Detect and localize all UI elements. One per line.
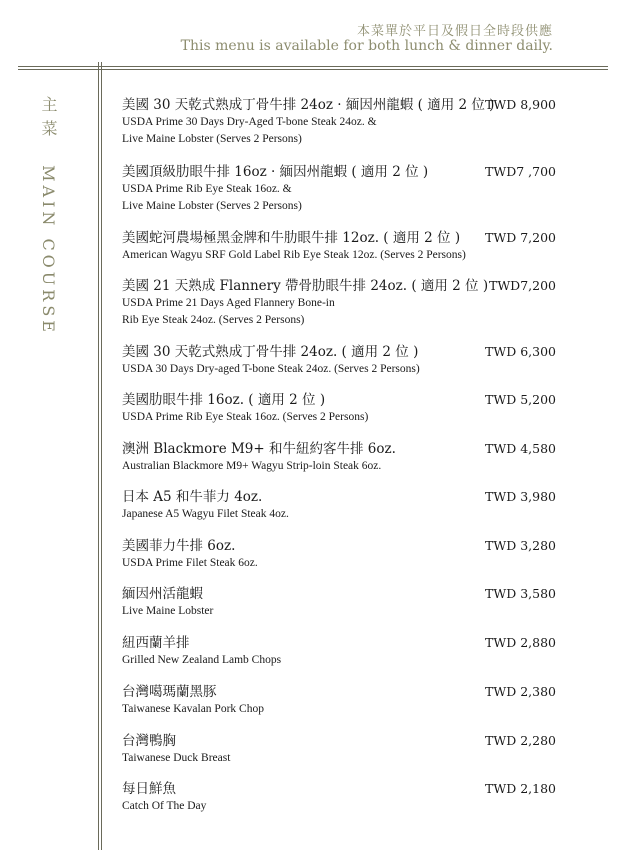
- column-divider-inner: [101, 62, 102, 850]
- item-name-zh: 美國 30 天乾式熟成丁骨牛排 24oz. ( 適用 2 位 ): [122, 344, 419, 360]
- menu-item: [122, 277, 556, 329]
- item-name-zh: 美國蛇河農場極黑金牌和牛肋眼牛排 12oz. ( 適用 2 位 ): [122, 230, 461, 246]
- menu-item: [122, 440, 556, 475]
- item-name-zh: 美國 30 天乾式熟成丁骨牛排 24oz · 緬因州龍蝦 ( 適用 2 位 ): [122, 97, 495, 113]
- item-name-zh: 緬因州活龍蝦: [122, 586, 203, 602]
- item-price: TWD 6,300: [485, 344, 556, 359]
- item-name-en: Australian Blackmore M9+ Wagyu Strip-loin Steak 6oz.: [122, 460, 382, 472]
- availability-note-zh: 本菜單於平日及假日全時段供應: [356, 24, 553, 39]
- menu-item: [122, 585, 556, 620]
- item-name-zh: 紐西蘭羊排: [122, 635, 190, 651]
- section-title: [37, 96, 60, 336]
- item-price: TWD 2,280: [485, 733, 556, 748]
- item-name-en: American Wagyu SRF Gold Label Rib Eye Steak 12oz. (Serves 2 Persons): [122, 249, 466, 261]
- item-name-zh: 美國 21 天熟成 Flannery 帶骨肋眼牛排 24oz. ( 適用 2 位 ): [122, 278, 489, 294]
- item-name-zh: 日本 A5 和牛菲力 4oz.: [122, 489, 263, 505]
- item-price: TWD 2,380: [485, 684, 556, 699]
- item-name-en: USDA Prime Filet Steak 6oz.: [122, 557, 258, 569]
- section-title-en: MAIN COURSE: [39, 165, 58, 336]
- top-divider-inner: [18, 69, 608, 70]
- item-name-en: Grilled New Zealand Lamb Chops: [122, 654, 282, 666]
- item-price: TWD 8,900: [485, 97, 556, 112]
- item-name-zh: 每日鮮魚: [122, 781, 176, 797]
- item-name-en: Japanese A5 Wagyu Filet Steak 4oz.: [122, 508, 289, 520]
- item-name-en: USDA Prime Rib Eye Steak 16oz. (Serves 2 Persons): [122, 411, 369, 423]
- column-divider: [98, 62, 99, 850]
- menu-item: [122, 229, 556, 264]
- item-name-en: Catch Of The Day: [122, 800, 207, 812]
- item-name-zh: 澳洲 Blackmore M9+ 和牛紐約客牛排 6oz.: [122, 441, 396, 457]
- menu-item: [122, 343, 556, 378]
- menu-item: [122, 634, 556, 669]
- item-price: TWD 3,980: [485, 489, 556, 504]
- item-price: TWD7 ,700: [485, 164, 556, 179]
- item-name-en: Taiwanese Kavalan Pork Chop: [122, 703, 264, 715]
- item-name-en: USDA 30 Days Dry-aged T-bone Steak 24oz. (Serves 2 Persons): [122, 363, 420, 375]
- item-name-en: USDA Prime Rib Eye Steak 16oz. &: [122, 183, 292, 195]
- item-name-en-line2: Live Maine Lobster (Serves 2 Persons): [122, 200, 302, 212]
- item-name-zh: 台灣噶瑪蘭黑豚: [122, 684, 217, 700]
- item-name-en: USDA Prime 21 Days Aged Flannery Bone-in: [122, 297, 335, 309]
- item-price: TWD 3,280: [485, 538, 556, 553]
- item-price: TWD 7,200: [485, 230, 556, 245]
- item-name-zh: 台灣鴨胸: [122, 733, 176, 749]
- item-name-en-line2: Live Maine Lobster (Serves 2 Persons): [122, 133, 302, 145]
- section-title-zh: 主菜: [39, 96, 58, 144]
- menu-item: [122, 391, 556, 426]
- menu-item: [122, 488, 556, 523]
- item-name-en: Live Maine Lobster: [122, 605, 214, 617]
- item-price: TWD7,200: [489, 278, 556, 293]
- item-name-zh: 美國頂級肋眼牛排 16oz · 緬因州龍蝦 ( 適用 2 位 ): [122, 164, 429, 180]
- item-name-en-line2: Rib Eye Steak 24oz. (Serves 2 Persons): [122, 314, 305, 326]
- item-price: TWD 3,580: [485, 586, 556, 601]
- availability-note-en: This menu is available for both lunch & dinner daily.: [180, 38, 553, 54]
- top-divider: [18, 66, 608, 67]
- item-name-en: Taiwanese Duck Breast: [122, 752, 231, 764]
- item-name-zh: 美國菲力牛排 6oz.: [122, 538, 236, 554]
- item-price: TWD 2,880: [485, 635, 556, 650]
- menu-item: [122, 537, 556, 572]
- item-price: TWD 2,180: [485, 781, 556, 796]
- item-price: TWD 4,580: [485, 441, 556, 456]
- item-price: TWD 5,200: [485, 392, 556, 407]
- item-name-zh: 美國肋眼牛排 16oz. ( 適用 2 位 ): [122, 392, 326, 408]
- menu-item: [122, 732, 556, 767]
- item-name-en: USDA Prime 30 Days Dry-Aged T-bone Steak 24oz. &: [122, 116, 377, 128]
- menu-item: [122, 683, 556, 718]
- menu-item: [122, 163, 556, 215]
- menu-item: [122, 780, 556, 815]
- menu-item: [122, 96, 556, 148]
